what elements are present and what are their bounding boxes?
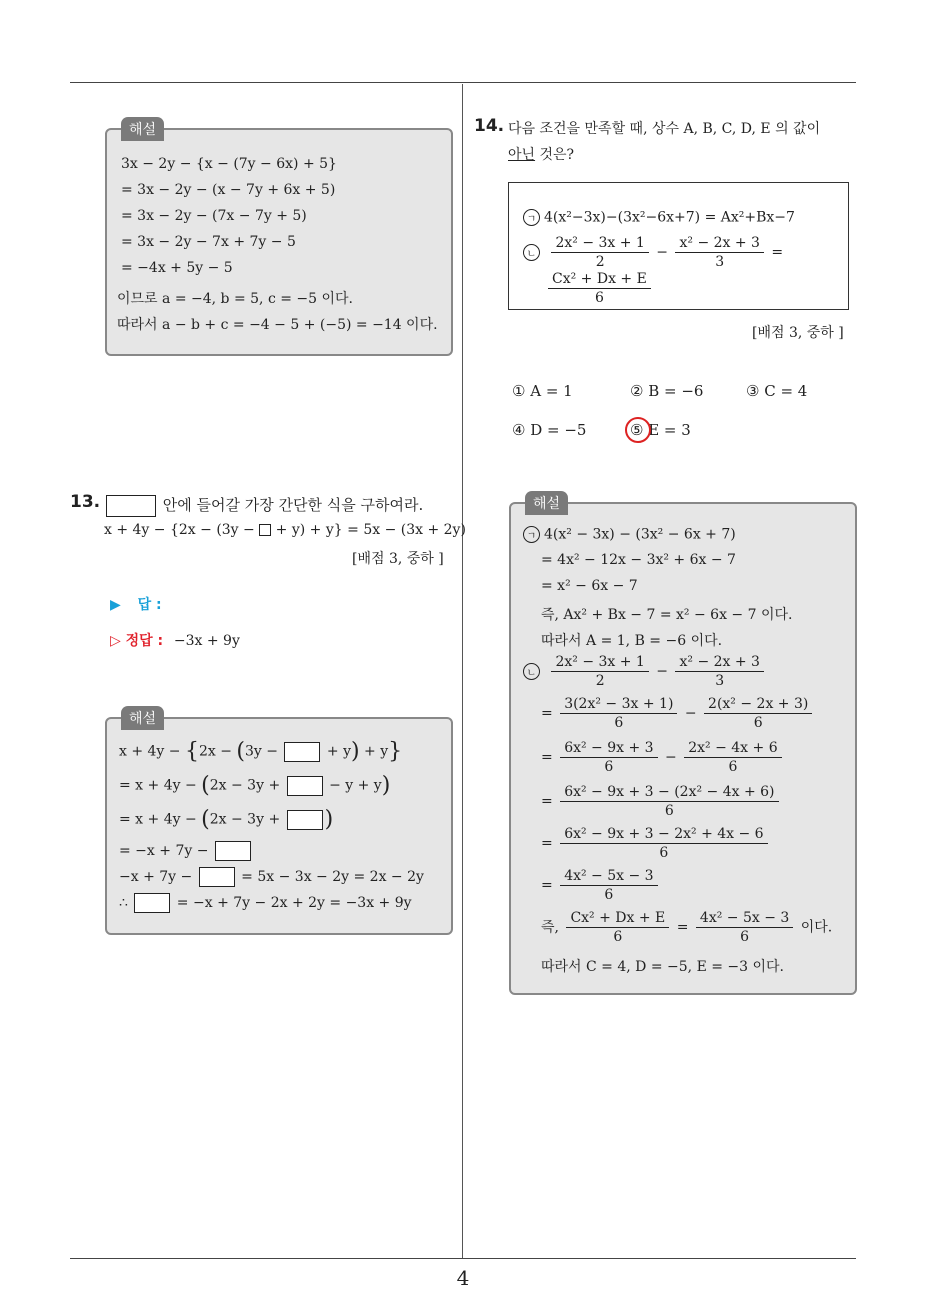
fraction [675,654,763,689]
text: − y + y [324,777,382,794]
text: 즉, [541,919,564,936]
paren: ) [351,739,360,764]
fraction [566,910,669,945]
sol14-line-3: = x² − 6x − 7 [541,578,638,594]
numerator: 4x² − 5x − 3 [560,868,657,886]
sol14-frac-1: ㄴ $\frac{\text{2x² − 3x + 1}}{2}$ − $\frac{\text{x² − 2x + 3}}{3}$ [523,654,767,689]
blank-box [287,810,323,830]
denominator: 6 [740,929,750,945]
answer-blank-box [106,495,156,517]
question-13-score: [배점 3, 중하 ] [352,551,444,567]
condition-1-text: 4(x²−3x)−(3x²−6x+7) = Ax²+Bx−7 [544,209,795,226]
text: = x + 4y − [119,777,202,794]
solution-box-q13 [105,711,453,935]
blank-box [284,742,320,762]
fraction [548,271,651,306]
paren: ) [381,773,391,798]
answer-row [110,594,162,614]
denominator: 6 [594,290,604,306]
condition-1 [523,209,795,226]
fraction [675,235,763,270]
denominator: 2 [595,673,605,689]
sol14-last-line: 따라서 C = 4, D = −5, E = −3 이다. [541,959,785,975]
denominator: 6 [614,715,624,731]
question-13-text [104,494,423,517]
question-14-text-line2 [508,144,574,164]
denominator: 6 [604,887,614,903]
fraction [704,696,812,731]
sol13-line-5 [119,867,424,887]
denominator: 6 [613,929,623,945]
text: x + 4y − [119,743,185,760]
brace: { [184,739,199,764]
text: 이다. [796,919,833,936]
question-13-equation [104,522,466,538]
fraction [696,910,793,945]
top-rule [70,82,856,83]
numerator: 6x² − 9x + 3 [560,740,657,758]
equation-part-a: x + 4y − {2x − (3y − [104,522,260,538]
fraction [560,868,657,903]
answer-label: 답 : [137,597,162,613]
solution-tag: 해설 [121,117,164,141]
sol12-line-7: 따라서 a − b + c = −4 − 5 + (−5) = −14 이다. [117,317,438,333]
paren: ( [201,807,210,832]
small-blank-square [259,524,271,536]
sol14-frac-2: = $\frac{\text{3(2x² − 3x + 1)}}{6}$ − $\frac{\text{2(x² − 2x + 3)}}{6}$ [541,696,815,731]
question-end: 것은? [535,147,575,163]
sol14-frac-3: = $\frac{\text{6x² − 9x + 3}}{6}$ − $\frac{\text{2x² − 4x + 6}}{6}$ [541,740,785,775]
text: + y [359,743,389,760]
numerator: 2x² − 3x + 1 [551,235,648,253]
correct-answer-row [110,630,240,650]
text: = 5x − 3x − 2y = 2x − 2y [236,869,424,885]
question-13-prompt: 안에 들어갈 가장 간단한 식을 구하여라. [162,496,424,514]
paren: ( [201,773,210,798]
sol14-line-4: 즉, Ax² + Bx − 7 = x² − 6x − 7 이다. [541,607,793,623]
numerator: 6x² − 9x + 3 − 2x² + 4x − 6 [560,826,767,844]
choice-1[interactable]: ① A = 1 [512,382,573,400]
choice-4[interactable]: ④ D = −5 [512,421,587,439]
text: 2x − [198,743,237,760]
page-number: 4 [456,1266,470,1290]
circled-nieun-mark: ㄴ [523,663,540,680]
text: −x + 7y − [119,869,197,885]
numerator: Cx² + Dx + E [548,271,651,289]
choice-2[interactable]: ② B = −6 [630,382,704,400]
denominator: 3 [715,673,725,689]
text: 4(x² − 3x) − (3x² − 6x + 7) [544,526,736,543]
fraction [551,235,648,270]
numerator: x² − 2x + 3 [675,654,763,672]
sol13-line-2 [119,773,390,798]
sol12-line-3: = 3x − 2y − (7x − 7y + 5) [121,208,307,224]
text: 2x − 3y + [209,811,285,828]
column-divider [462,84,463,1258]
text: 3y − [245,743,283,760]
correct-label: 정답 : [125,633,164,649]
sol12-line-6: 이므로 a = −4, b = 5, c = −5 이다. [117,291,353,307]
fraction [551,654,648,689]
numerator: 2x² − 3x + 1 [551,654,648,672]
solution-tag: 해설 [121,706,164,730]
sol14-line-1 [523,526,736,543]
sol14-frac-5: = $\frac{\text{6x² − 9x + 3 − 2x² + 4x − 6}}{6}$ [541,826,771,861]
sol13-line-3 [119,807,333,832]
answer-arrow-icon: ▶ [110,597,121,613]
denominator: 6 [753,715,763,731]
condition-2: ㄴ $\frac{\text{2x² − 3x + 1}}{2}$ − $\frac{\text{x² − 2x + 3}}{3}$ = [523,235,783,270]
fraction [560,740,657,775]
negation-word: 아닌 [508,147,536,163]
condition-box [508,182,849,310]
fraction [684,740,781,775]
sol12-line-4: = 3x − 2y − 7x + 7y − 5 [121,234,296,250]
blank-box [199,867,235,887]
question-14-score: [배점 3, 중하 ] [752,325,844,341]
choice-3[interactable]: ③ C = 4 [746,382,808,400]
correct-arrow-icon: ▷ [110,633,121,649]
correct-value: −3x + 9y [173,633,240,649]
choice-5[interactable]: ⑤ E = 3 [630,421,691,439]
numerator: 2x² − 4x + 6 [684,740,781,758]
text: ∴ [119,895,133,911]
circled-giyeok-mark: ㄱ [523,526,540,543]
text: = −x + 7y − [119,843,213,859]
circled-nieun-mark: ㄴ [523,244,540,261]
paren: ) [324,807,334,832]
circled-giyeok-mark: ㄱ [523,209,540,226]
sol13-line-4 [119,841,253,861]
question-14-text-line1: 다음 조건을 만족할 때, 상수 A, B, C, D, E 의 값이 [508,121,821,137]
denominator: 6 [604,759,614,775]
condition-2-rhs [545,271,654,306]
fraction [560,784,778,819]
brace: } [388,739,403,764]
solution-box-q14 [509,496,857,995]
numerator: 4x² − 5x − 3 [696,910,793,928]
sol13-line-1 [119,739,402,764]
sol14-frac-7: 즉, $\frac{\text{Cx² + Dx + E}}{6}$ = $\frac{\text{4x² − 5x − 3}}{6}$ 이다. [541,910,833,945]
fraction [560,696,677,731]
sol12-line-1: 3x − 2y − {x − (7y − 6x) + 5} [121,156,337,172]
fraction [560,826,767,861]
denominator: 6 [664,803,674,819]
denominator: 6 [728,759,738,775]
denominator: 2 [595,254,605,270]
numerator: 6x² − 9x + 3 − (2x² − 4x + 6) [560,784,778,802]
sol14-frac-4: = $\frac{\text{6x² − 9x + 3 − (2x² − 4x + 6)}}{6}$ [541,784,782,819]
numerator: 3(2x² − 3x + 1) [560,696,677,714]
bottom-rule [70,1258,856,1259]
equation-part-b: + y) + y} = 5x − (3x + 2y) [271,522,466,538]
text: 2x − 3y + [209,777,285,794]
sol14-line-5: 따라서 A = 1, B = −6 이다. [541,633,723,649]
selected-answer-circle-icon [625,417,651,443]
denominator: 6 [659,845,669,861]
blank-box [287,776,323,796]
numerator: Cx² + Dx + E [566,910,669,928]
text: = −x + 7y − 2x + 2y = −3x + 9y [172,895,412,911]
blank-box [215,841,251,861]
denominator: 3 [715,254,725,270]
solution-box-q12 [105,122,453,356]
blank-box [134,893,170,913]
sol12-line-5: = −4x + 5y − 5 [121,260,233,276]
sol14-frac-6: = $\frac{\text{4x² − 5x − 3}}{6}$ [541,868,661,903]
numerator: 2(x² − 2x + 3) [704,696,812,714]
numerator: x² − 2x + 3 [675,235,763,253]
question-13-number: 13. [70,492,101,512]
sol13-line-6 [119,893,412,913]
question-14-number: 14. [474,116,505,136]
text: = x + 4y − [119,811,202,828]
paren: ( [236,739,246,764]
sol14-line-2: = 4x² − 12x − 3x² + 6x − 7 [541,552,736,568]
solution-tag: 해설 [525,491,568,515]
sol12-line-2: = 3x − 2y − (x − 7y + 6x + 5) [121,182,336,198]
text: + y [322,743,352,760]
